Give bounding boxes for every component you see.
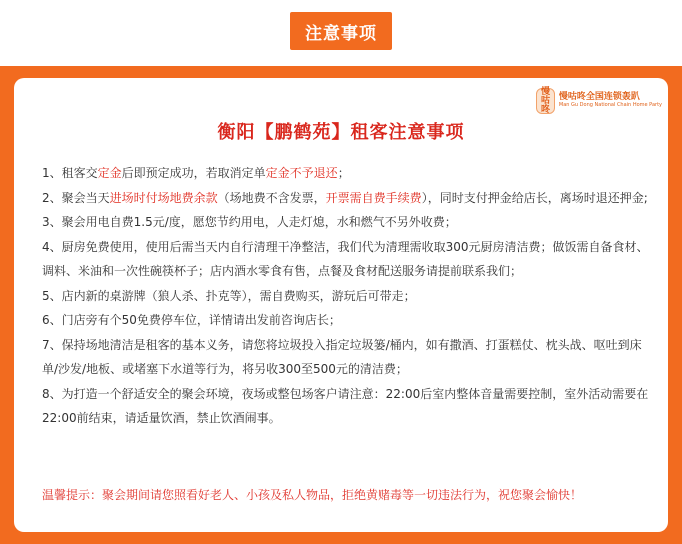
highlight-text: 定金不予退还 — [265, 166, 338, 180]
rule-line — [42, 259, 662, 284]
rule-line — [42, 210, 662, 235]
highlight-text: 开票需自费手续费 — [325, 190, 422, 205]
rule-text: 调料、米油和一次性碗筷杯子；店内酒水零食有售，点餐及食材配送服务请提前联系我们； — [42, 264, 523, 278]
rules-list — [42, 161, 662, 431]
rule-line — [42, 406, 662, 431]
notice-title: 衡阳【鹏鹤苑】租客注意事项 — [217, 122, 465, 143]
rule-line — [42, 161, 662, 186]
rule-text: 后即预定成功，若取消定单 — [121, 166, 266, 180]
rule-text: 单/沙发/地板、或堵塞下水道等行为，将另收300至500元的清洁费； — [42, 362, 408, 376]
rule-text: 6、门店旁有个50免费停车位，详情请出发前咨询店长； — [42, 313, 341, 327]
rule-text: 4、厨房免费使用，使用后需当天内自行清理干净整洁，我们代为清理需收取300元厨房清洁费；做饭需自备食材、 — [42, 239, 649, 254]
rule-text: 8、为打造一个舒适安全的聚会环境，夜场或整包场客户请注意：22:00后室内整体音量需要控制，室外活动需要在 — [42, 386, 649, 401]
rule-text: ），同时支付押金给店长，离场时退还押金; — [421, 190, 648, 205]
rule-text: 3、聚会用电自费1.5元/度，愿您节约用电，人走灯熄，水和燃气不另外收费； — [42, 215, 457, 229]
warm-tip: 温馨提示：聚会期间请您照看好老人、小孩及私人物品，拒绝黄赌毒等一切违法行为，祝您聚会愉快！ — [42, 488, 583, 502]
brand-logo — [536, 86, 662, 116]
rule-line — [42, 308, 662, 333]
section-title-tab — [290, 12, 392, 50]
rule-line — [42, 357, 662, 382]
rule-text: 1、租客交 — [42, 166, 98, 180]
rule-text: （场地费不含发票， — [217, 190, 326, 205]
rule-line — [42, 235, 662, 260]
highlight-text: 定金 — [97, 166, 122, 180]
rule-line — [42, 284, 662, 309]
rule-text: 5、店内新的桌游牌（狼人杀、扑克等），需自费购买，游玩后可带走； — [42, 288, 416, 303]
brand-mark-icon: 慢咕咚 — [536, 88, 555, 114]
rule-text: 22:00前结束，请适量饮酒，禁止饮酒闹事。 — [42, 411, 281, 425]
brand-name: 慢咕咚全国连锁轰趴 — [558, 92, 640, 103]
highlight-text: 进场时付场地费余款 — [109, 190, 218, 205]
rule-text: ； — [337, 166, 350, 180]
rule-text: 7、保持场地清洁是租客的基本义务，请您将垃圾投入指定垃圾篓/桶内，如有撒酒、打蛋糕仗、枕头战、呕吐到床 — [42, 337, 642, 352]
brand-subtitle: Man Gu Dong National Chain Home Party — [558, 102, 662, 109]
rule-line — [42, 186, 662, 211]
rule-text: 2、聚会当天 — [42, 190, 110, 205]
rule-line — [42, 333, 662, 358]
rule-line — [42, 382, 662, 407]
section-title: 注意事项 — [305, 23, 377, 44]
